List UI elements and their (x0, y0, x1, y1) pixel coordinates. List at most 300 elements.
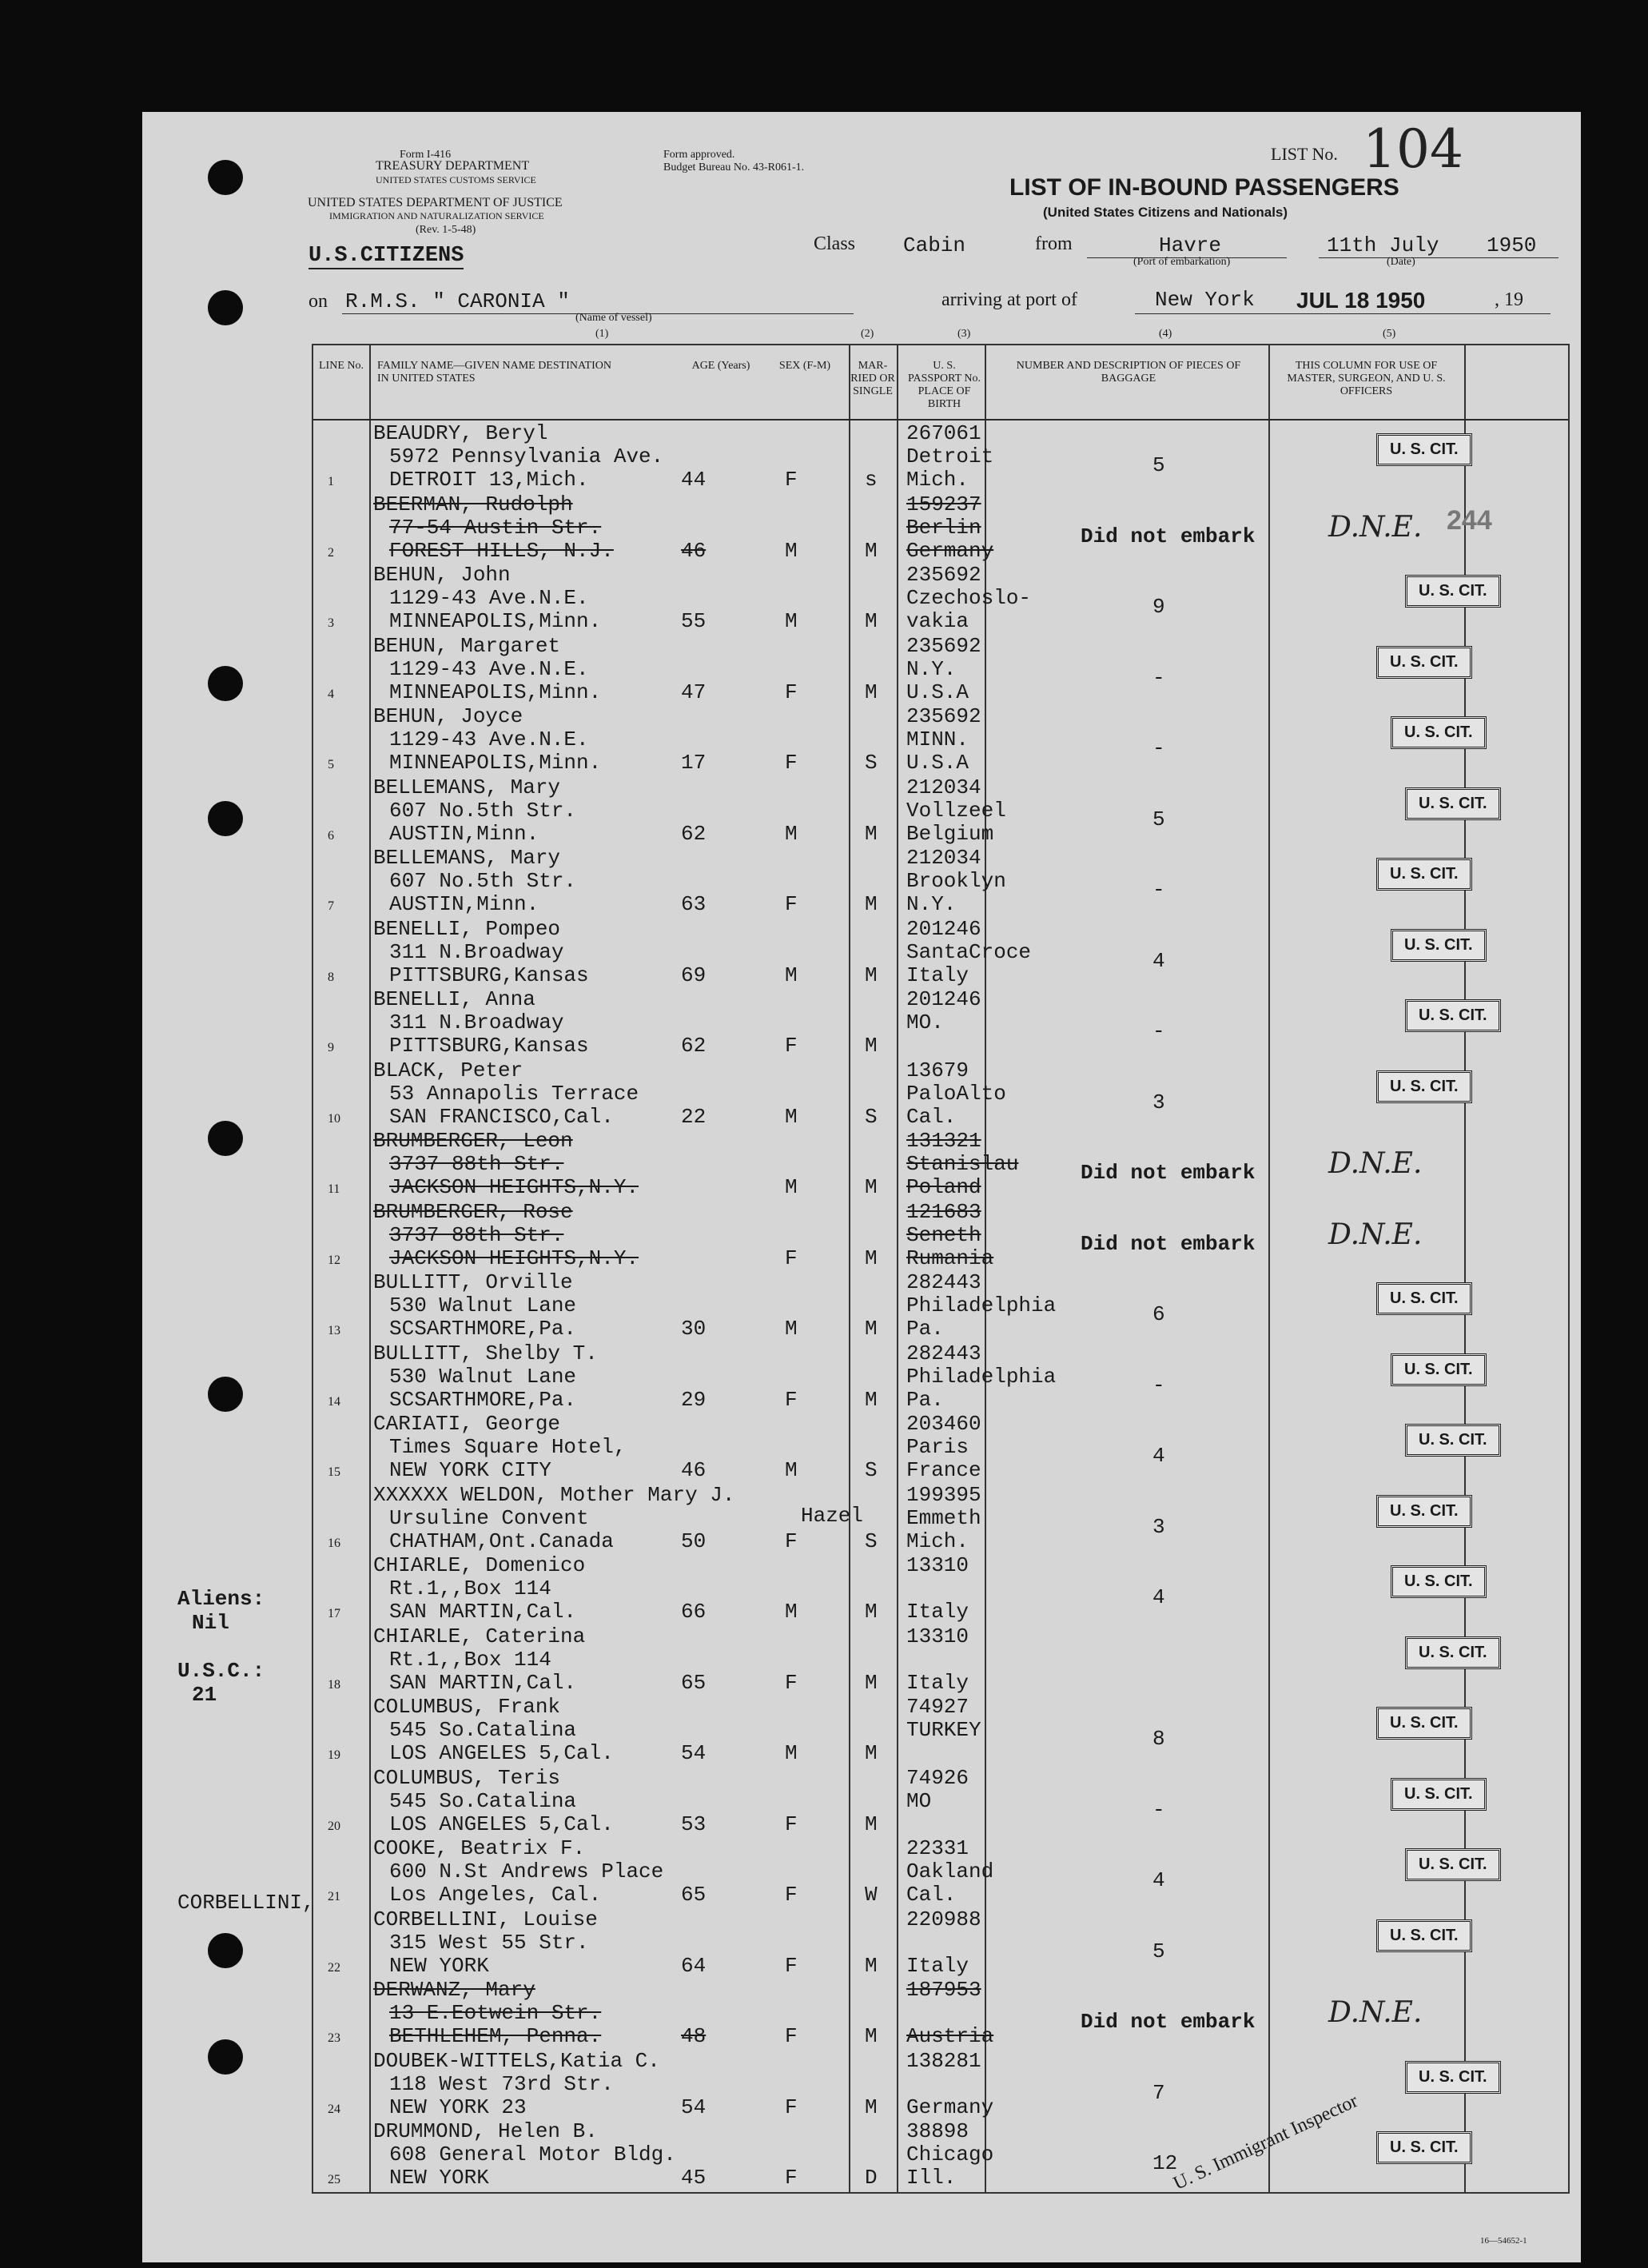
address-line-2: SAN FRANCISCO,Cal. (389, 1104, 614, 1129)
passport-number: 220988 (906, 1907, 981, 1931)
dne-mark: D.N.E. (1328, 510, 1423, 544)
address-line-1: 530 Walnut Lane (389, 1293, 577, 1317)
address-line-1: 530 Walnut Lane (389, 1364, 577, 1389)
marital-status: M (865, 1034, 878, 1058)
birthplace-line-2: Pa. (906, 1387, 944, 1412)
address-line-2: DETROIT 13,Mich. (389, 468, 589, 492)
marital-status: M (865, 1175, 878, 1199)
baggage: 4 (1152, 1444, 1165, 1468)
vessel-caption: (Name of vessel) (575, 312, 652, 324)
marital-status: M (865, 609, 878, 633)
line-number: 13 (328, 1324, 340, 1337)
us-cit-stamp: U. S. CIT. (1376, 1495, 1472, 1528)
baggage: 3 (1152, 1090, 1165, 1114)
baggage: Did not embark (1081, 1161, 1256, 1185)
marital-status: S (865, 1458, 878, 1482)
baggage: 4 (1152, 948, 1165, 973)
table-row (313, 1908, 1568, 1979)
age: 22 (681, 1104, 707, 1129)
sex: M (785, 1600, 798, 1624)
sex: M (785, 1458, 798, 1482)
punch-hole (208, 1377, 243, 1412)
address-line-2: SAN MARTIN,Cal. (389, 1670, 577, 1695)
col-num-2: (2) (861, 328, 874, 340)
line-number: 6 (328, 828, 334, 843)
address-line-1: 311 N.Broadway (389, 939, 564, 964)
age: 47 (681, 680, 707, 704)
table-row (313, 564, 1568, 634)
col-name: FAMILY NAME—GIVEN NAME DESTINATION IN UNITED STATES (377, 360, 611, 385)
line-number: 17 (328, 1607, 340, 1620)
form-approved: Form approved. (663, 149, 735, 161)
sex: M (785, 1741, 798, 1765)
address-line-1: 607 No.5th Str. (389, 869, 577, 893)
birthplace-line-1: MO (906, 1788, 932, 1813)
sex: F (785, 1953, 798, 1978)
age: 62 (681, 821, 707, 846)
sex: M (785, 1175, 798, 1199)
birthplace-line-1: Seneth (906, 1222, 981, 1247)
passenger-name: BENELLI, Anna (373, 987, 535, 1011)
address-line-1: 1129-43 Ave.N.E. (389, 586, 589, 610)
departure-date: 11th July (1327, 233, 1439, 257)
marital-status: M (865, 2024, 878, 2048)
address-line-1: 1129-43 Ave.N.E. (389, 727, 589, 751)
birthplace-line-2: Cal. (906, 1104, 957, 1129)
age: 65 (681, 1670, 707, 1695)
line-number: 21 (328, 1890, 340, 1903)
inspector-caption: U. S. Immigrant Inspector (1170, 2091, 1362, 2194)
birthplace-line-1: Philadelphia (906, 1293, 1057, 1317)
table-row (313, 1271, 1568, 1341)
birthplace-line-2: U.S.A (906, 680, 969, 704)
age: 48 (681, 2024, 707, 2048)
passport-number: 235692 (906, 633, 981, 658)
address-line-2: LOS ANGELES 5,Cal. (389, 1812, 614, 1836)
marital-status: M (865, 538, 878, 563)
baggage: - (1152, 1797, 1165, 1822)
line-number: 22 (328, 1960, 340, 1975)
age: 54 (681, 2095, 707, 2119)
line-number: 1 (328, 475, 334, 488)
birthplace-line-1: Stanislau (906, 1152, 1019, 1176)
baggage: - (1152, 878, 1165, 902)
address-line-2: FOREST HILLS, N.J. (389, 538, 614, 563)
dne-mark: D.N.E. (1328, 1218, 1423, 1251)
name-note: Hazel (801, 1503, 864, 1528)
line-number: 18 (328, 1677, 340, 1692)
address-line-1: 1129-43 Ave.N.E. (389, 656, 589, 681)
address-line-2: NEW YORK (389, 1953, 489, 1978)
line-number: 5 (328, 758, 334, 771)
birthplace-line-2: Pa. (906, 1317, 944, 1341)
sex: M (785, 1104, 798, 1129)
birthplace-line-2: France (906, 1458, 981, 1482)
on-label: on (309, 291, 328, 312)
table-row (313, 1201, 1568, 1271)
birthplace-line-2: Austria (906, 2024, 994, 2048)
sex: M (785, 963, 798, 987)
passport-number: 212034 (906, 775, 981, 799)
marital-status: S (865, 751, 878, 775)
address-line-2: LOS ANGELES 5,Cal. (389, 1741, 614, 1765)
baggage: Did not embark (1081, 1231, 1256, 1256)
baggage: - (1152, 1019, 1165, 1043)
us-cit-stamp: U. S. CIT. (1376, 1070, 1472, 1103)
class-value: Cabin (903, 233, 966, 257)
address-line-1: 600 N.St Andrews Place (389, 1859, 664, 1883)
marital-status: M (865, 821, 878, 846)
passport-number: 235692 (906, 563, 981, 587)
birthplace-line-2: Italy (906, 1953, 969, 1978)
age: 54 (681, 1741, 707, 1765)
punch-hole (208, 2039, 243, 2075)
passenger-name: DERWANZ, Mary (373, 1978, 535, 2002)
passport-number: 138281 (906, 2048, 981, 2073)
birthplace-line-2: Belgium (906, 821, 994, 846)
line-number: 20 (328, 1819, 340, 1833)
address-line-1: 13 E.Eotwein Str. (389, 2001, 602, 2025)
arrival-year-suffix: , 19 (1495, 289, 1523, 310)
vessel-name: R.M.S. " CARONIA " (345, 289, 570, 313)
date-caption: (Date) (1387, 256, 1415, 268)
address-line-1: Rt.1,,Box 114 (389, 1647, 551, 1672)
table-row (313, 1696, 1568, 1766)
passport-number: 121683 (906, 1199, 981, 1224)
passenger-name: BEHUN, Margaret (373, 633, 561, 658)
birthplace-line-2: Poland (906, 1175, 981, 1199)
table-row (313, 988, 1568, 1058)
address-line-2: AUSTIN,Minn. (389, 821, 539, 846)
address-line-1: Rt.1,,Box 114 (389, 1576, 551, 1600)
marital-status: M (865, 1953, 878, 1978)
birthplace-line-1: Czechoslo- (906, 586, 1032, 610)
address-line-1: 5972 Pennsylvania Ave. (389, 444, 664, 468)
passenger-name: BELLEMANS, Mary (373, 775, 561, 799)
passenger-name: CHIARLE, Domenico (373, 1553, 586, 1577)
age: 17 (681, 751, 707, 775)
punch-hole (208, 290, 243, 325)
passport-number: 13310 (906, 1553, 969, 1577)
address-line-2: NEW YORK (389, 2166, 489, 2190)
corbellini-note: CORBELLINI, (177, 1891, 315, 1915)
baggage: 6 (1152, 1302, 1165, 1326)
passenger-name: BELLEMANS, Mary (373, 846, 561, 870)
sex: F (785, 751, 798, 775)
baggage: 7 (1152, 2080, 1165, 2105)
passport-number: 201246 (906, 916, 981, 941)
address-line-1: 118 West 73rd Str. (389, 2071, 614, 2096)
revision: (Rev. 1-5-48) (416, 224, 476, 236)
us-cit-stamp: U. S. CIT. (1376, 646, 1472, 679)
address-line-1: 3737 88th Str. (389, 1152, 564, 1176)
passport-number: 13310 (906, 1624, 969, 1648)
address-line-1: 315 West 55 Str. (389, 1930, 589, 1955)
marital-status: M (865, 963, 878, 987)
margin-stamp-number: 244 (1447, 505, 1492, 536)
line-number: 25 (328, 2173, 340, 2186)
punch-hole (208, 1121, 243, 1156)
birthplace-line-2: Italy (906, 963, 969, 987)
passenger-name: COLUMBUS, Teris (373, 1765, 561, 1790)
us-cit-stamp: U. S. CIT. (1376, 2131, 1472, 2164)
footer-code: 16—54652-1 (1480, 2236, 1527, 2246)
marital-status: M (865, 2095, 878, 2119)
line-number: 10 (328, 1111, 340, 1126)
age: 45 (681, 2166, 707, 2190)
address-line-1: 545 So.Catalina (389, 1718, 577, 1742)
table-row (313, 635, 1568, 705)
marital-status: W (865, 1883, 878, 1907)
birthplace-line-1: N.Y. (906, 656, 957, 681)
address-line-2: JACKSON HEIGHTS,N.Y. (389, 1246, 639, 1270)
dne-mark: D.N.E. (1328, 1147, 1423, 1180)
passport-number: 38898 (906, 2119, 969, 2143)
sex: F (785, 1246, 798, 1270)
table-row (313, 1059, 1568, 1130)
address-line-2: AUSTIN,Minn. (389, 892, 539, 916)
birthplace-line-2: Mich. (906, 468, 969, 492)
table-row (313, 1837, 1568, 1907)
passport-number: 74926 (906, 1765, 969, 1790)
address-line-1: 545 So.Catalina (389, 1788, 577, 1813)
age: 46 (681, 538, 707, 563)
age: 44 (681, 468, 707, 492)
table-row (313, 1484, 1568, 1554)
usc-count: 21 (192, 1683, 217, 1707)
sex: M (785, 538, 798, 563)
us-cit-stamp: U. S. CIT. (1405, 575, 1501, 608)
sex: F (785, 1812, 798, 1836)
date-underline (1319, 257, 1558, 258)
birthplace-line-1: Paris (906, 1435, 969, 1459)
age: 63 (681, 892, 707, 916)
passport-number: 282443 (906, 1341, 981, 1365)
passport-number: 267061 (906, 421, 981, 445)
sex: F (785, 2024, 798, 2048)
list-label: LIST No. (1271, 144, 1338, 164)
address-line-2: NEW YORK CITY (389, 1458, 551, 1482)
line-number: 2 (328, 545, 334, 560)
age: 30 (681, 1317, 707, 1341)
birthplace-line-1: Detroit (906, 444, 994, 468)
address-line-1: Ursuline Convent (389, 1505, 589, 1530)
col-baggage: NUMBER AND DESCRIPTION OF PIECES OF BAGGAGE (1016, 360, 1241, 385)
table-row (313, 776, 1568, 847)
table-row (313, 918, 1568, 988)
passenger-name: BULLITT, Shelby T. (373, 1341, 598, 1365)
sex: F (785, 1034, 798, 1058)
marital-status: M (865, 892, 878, 916)
birthplace-line-2: Cal. (906, 1883, 957, 1907)
address-line-1: 608 General Motor Bldg. (389, 2142, 676, 2166)
passenger-name: XXXXXX WELDON, Mother Mary J. (373, 1482, 735, 1507)
birthplace-line-1: TURKEY (906, 1718, 981, 1742)
baggage: 4 (1152, 1585, 1165, 1609)
sex: M (785, 1317, 798, 1341)
passenger-name: CARIATI, George (373, 1412, 561, 1436)
baggage: 3 (1152, 1514, 1165, 1539)
birthplace-line-1: MINN. (906, 727, 969, 751)
passenger-name: CORBELLINI, Louise (373, 1907, 598, 1931)
arrival-port: New York (1155, 288, 1255, 312)
form-number: Form I-416 (400, 149, 452, 161)
baggage: 5 (1152, 807, 1165, 831)
aliens-count: Nil (192, 1611, 229, 1635)
passport-number: 22331 (906, 1836, 969, 1860)
birthplace-line-2: Mich. (906, 1529, 969, 1553)
baggage: 9 (1152, 595, 1165, 619)
passenger-name: BENELLI, Pompeo (373, 916, 561, 941)
us-cit-stamp: U. S. CIT. (1376, 1707, 1472, 1740)
line-number: 15 (328, 1465, 340, 1479)
us-cit-stamp: U. S. CIT. (1391, 1565, 1487, 1598)
address-line-2: MINNEAPOLIS,Minn. (389, 751, 602, 775)
age: 65 (681, 1883, 707, 1907)
address-line-2: SAN MARTIN,Cal. (389, 1600, 577, 1624)
col-officers: THIS COLUMN FOR USE OF MASTER, SURGEON, AND U. S. OFFICERS (1287, 360, 1446, 397)
sex: F (785, 680, 798, 704)
marital-status: M (865, 680, 878, 704)
baggage: - (1152, 736, 1165, 760)
col-num-4: (4) (1159, 328, 1172, 340)
table-row (313, 705, 1568, 775)
line-number: 4 (328, 687, 334, 701)
marital-status: M (865, 1246, 878, 1270)
passenger-name: BEAUDRY, Beryl (373, 421, 548, 445)
address-line-2: PITTSBURG,Kansas (389, 1034, 589, 1058)
birthplace-line-2: U.S.A (906, 751, 969, 775)
birthplace-line-1: SantaCroce (906, 939, 1032, 964)
passenger-name: DOUBEK-WITTELS,Katia C. (373, 2048, 660, 2073)
birthplace-line-1: Brooklyn (906, 869, 1006, 893)
marital-status: M (865, 1670, 878, 1695)
col-age: AGE (Years) (691, 360, 750, 372)
passport-number: 13679 (906, 1058, 969, 1082)
birthplace-line-1: Berlin (906, 515, 981, 540)
marital-status: s (865, 468, 878, 492)
birthplace-line-1: Philadelphia (906, 1364, 1057, 1389)
justice-dept: UNITED STATES DEPARTMENT OF JUSTICE (308, 196, 563, 209)
line-number: 14 (328, 1394, 340, 1409)
birthplace-line-2: N.Y. (906, 892, 957, 916)
table-row (313, 493, 1568, 564)
passenger-name: BULLITT, Orville (373, 1270, 573, 1294)
col-passport: U. S. PASSPORT No. PLACE OF BIRTH (908, 360, 981, 410)
address-line-2: Los Angeles, Cal. (389, 1883, 602, 1907)
birthplace-line-1: MO. (906, 1010, 944, 1034)
passport-number: 282443 (906, 1270, 981, 1294)
address-line-2: SCSARTHMORE,Pa. (389, 1317, 577, 1341)
birthplace-line-1: Emmeth (906, 1505, 981, 1530)
sex: F (785, 1883, 798, 1907)
table-row (313, 847, 1568, 917)
us-cit-stamp: U. S. CIT. (1405, 1848, 1501, 1881)
address-line-1: 3737 88th Str. (389, 1222, 564, 1247)
us-cit-stamp: U. S. CIT. (1376, 858, 1472, 891)
baggage: 8 (1152, 1727, 1165, 1751)
baggage: 4 (1152, 1868, 1165, 1892)
marital-status: M (865, 1812, 878, 1836)
birthplace-line-1: Oakland (906, 1859, 994, 1883)
port-caption: (Port of embarkation) (1133, 256, 1231, 268)
passenger-name: BRUMBERGER, Leon (373, 1129, 573, 1153)
passport-number: 212034 (906, 846, 981, 870)
passenger-name: BEHUN, Joyce (373, 704, 523, 728)
customs-service: UNITED STATES CUSTOMS SERVICE (376, 174, 536, 185)
line-number: 3 (328, 616, 334, 630)
line-number: 23 (328, 2031, 340, 2045)
punch-hole (208, 801, 243, 836)
from-label: from (1035, 233, 1073, 254)
table-row (313, 2120, 1568, 2190)
table-row (313, 1625, 1568, 1696)
marital-status: D (865, 2166, 878, 2190)
passenger-name: DRUMMOND, Helen B. (373, 2119, 598, 2143)
address-line-2: MINNEAPOLIS,Minn. (389, 680, 602, 704)
address-line-2: NEW YORK 23 (389, 2095, 527, 2119)
birthplace-line-2: Ill. (906, 2166, 957, 2190)
col-num-3: (3) (957, 328, 971, 340)
birthplace-line-1: PaloAlto (906, 1081, 1006, 1106)
passenger-name: BRUMBERGER, Rose (373, 1199, 573, 1224)
passport-number: 131321 (906, 1129, 981, 1153)
sex: F (785, 1387, 798, 1412)
address-line-2: JACKSON HEIGHTS,N.Y. (389, 1175, 639, 1199)
address-line-1: 607 No.5th Str. (389, 798, 577, 823)
passport-number: 159237 (906, 492, 981, 516)
us-cit-stamp: U. S. CIT. (1405, 787, 1501, 820)
address-line-1: 53 Annapolis Terrace (389, 1081, 639, 1106)
marital-status: M (865, 1317, 878, 1341)
baggage: 5 (1152, 453, 1165, 477)
passport-number: 187953 (906, 1978, 981, 2002)
us-cit-stamp: U. S. CIT. (1391, 1778, 1487, 1811)
birthplace-line-2: Rumania (906, 1246, 994, 1270)
line-number: 16 (328, 1536, 340, 1550)
col-line: LINE No. (319, 360, 364, 372)
table-row (313, 422, 1568, 492)
age: 50 (681, 1529, 707, 1553)
departure-year: 1950 (1487, 233, 1537, 257)
sex: F (785, 892, 798, 916)
dne-mark: D.N.E. (1328, 1996, 1423, 2029)
baggage: 5 (1152, 1939, 1165, 1963)
sex: F (785, 2166, 798, 2190)
category-label: U.S.CITIZENS (309, 244, 464, 268)
birthplace-line-2: Italy (906, 1670, 969, 1695)
age: 62 (681, 1034, 707, 1058)
marital-status: M (865, 1600, 878, 1624)
aliens-label: Aliens: (177, 1587, 265, 1611)
passport-number: 201246 (906, 987, 981, 1011)
passport-number: 235692 (906, 704, 981, 728)
age: 46 (681, 1458, 707, 1482)
page-subtitle: (United States Citizens and Nationals) (1043, 205, 1288, 220)
address-line-2: BETHLEHEM, Penna. (389, 2024, 602, 2048)
address-line-2: SCSARTHMORE,Pa. (389, 1387, 577, 1412)
sex: F (785, 468, 798, 492)
table-row (313, 1979, 1568, 2049)
col-married: MAR-RIED OR SINGLE (850, 360, 895, 397)
us-cit-stamp: U. S. CIT. (1391, 929, 1487, 962)
age: 53 (681, 1812, 707, 1836)
address-line-1: Times Square Hotel, (389, 1435, 627, 1459)
baggage: - (1152, 665, 1165, 690)
marital-status: M (865, 1741, 878, 1765)
us-cit-stamp: U. S. CIT. (1376, 433, 1472, 466)
us-cit-stamp: U. S. CIT. (1405, 999, 1501, 1032)
